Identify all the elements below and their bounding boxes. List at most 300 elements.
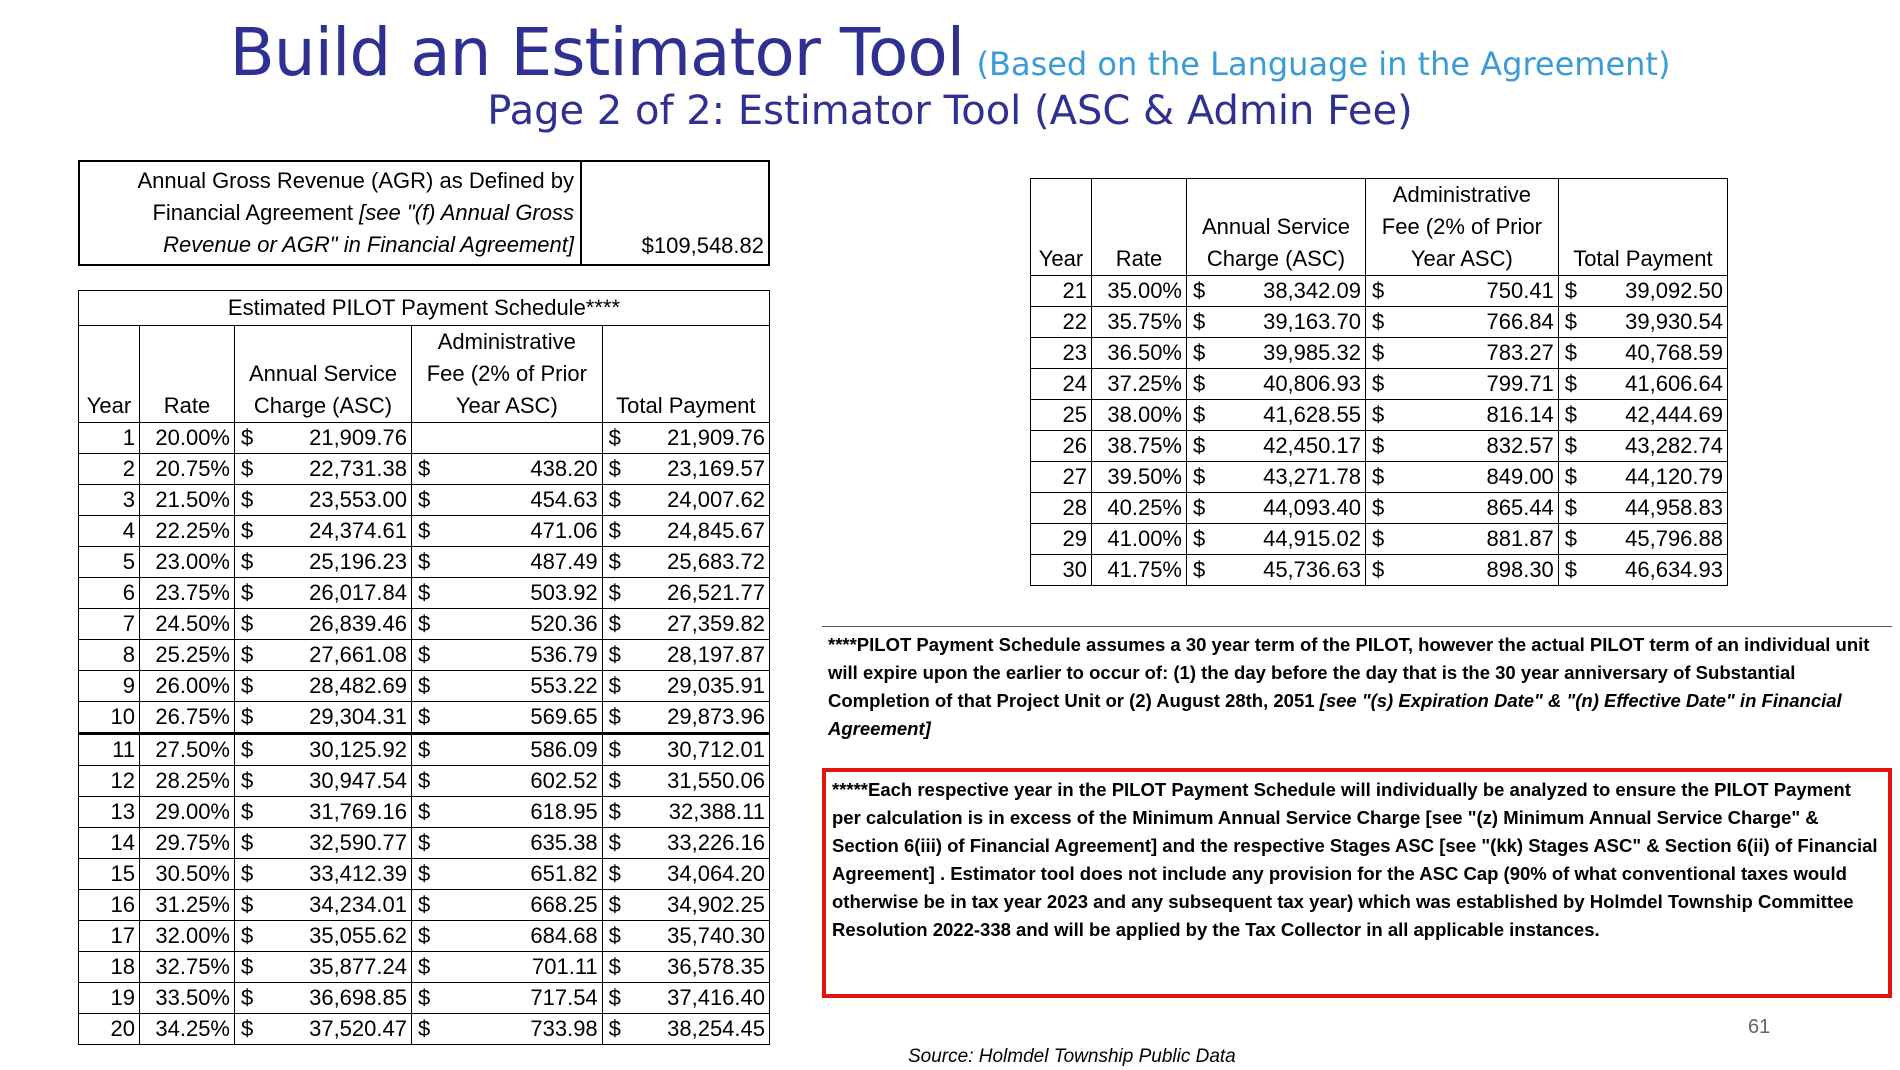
table-row: [79, 702, 770, 734]
currency-symbol: $: [417, 985, 431, 1010]
table-row: [79, 423, 770, 454]
pilot-schedule-table-left: [78, 290, 770, 1045]
currency-symbol: $: [608, 799, 621, 824]
admin-fee-cell: [1365, 493, 1558, 524]
asc-cell: [1187, 276, 1366, 307]
total-payment-cell-value: 26,521.77: [667, 580, 765, 605]
year-cell: 21: [1031, 276, 1092, 307]
asc-cell-value: 33,412.39: [309, 861, 407, 886]
asc-cell-value: 26,017.84: [309, 580, 407, 605]
rate-cell: 36.50%: [1092, 338, 1187, 369]
total-payment-cell: [602, 485, 769, 516]
total-payment-cell: [602, 640, 769, 671]
total-payment-cell-value: 46,634.93: [1625, 557, 1723, 582]
asc-cell-value: 40,806.93: [1263, 371, 1361, 396]
rate-cell: 22.25%: [140, 516, 235, 547]
currency-symbol: $: [417, 892, 431, 917]
total-payment-cell: [602, 890, 769, 921]
total-payment-cell-value: 29,035.91: [667, 673, 765, 698]
agr-table: [78, 160, 770, 266]
table-row: [1031, 555, 1728, 586]
asc-cell-value: 23,553.00: [309, 487, 407, 512]
table-row: [79, 1014, 770, 1045]
total-payment-cell: [1558, 524, 1727, 555]
asc-cell: [235, 702, 412, 734]
currency-symbol: $: [1193, 278, 1206, 303]
rate-cell: 32.75%: [140, 952, 235, 983]
currency-symbol: $: [1371, 402, 1385, 427]
asc-cell: [235, 734, 412, 766]
table-row: [1031, 462, 1728, 493]
rate-cell: 34.25%: [140, 1014, 235, 1045]
total-payment-cell-value: 37,416.40: [667, 985, 765, 1010]
total-payment-cell-value: 32,388.11: [668, 799, 765, 824]
table-row: [1031, 338, 1728, 369]
total-payment-cell: [602, 952, 769, 983]
currency-symbol: $: [241, 704, 254, 729]
admin-fee-cell: [1365, 307, 1558, 338]
total-payment-cell: [602, 423, 769, 454]
total-payment-cell-value: 41,606.64: [1625, 371, 1723, 396]
admin-fee-cell-value: 602.52: [530, 768, 598, 793]
asc-cell-value: 28,482.69: [309, 673, 407, 698]
total-payment-cell-value: 42,444.69: [1625, 402, 1723, 427]
pilot-term-note-text: ****PILOT Payment Schedule assumes a 30 year term of the PILOT, however the actual PILOT term of an individual unit will expire upon the earlier to occur of: (1) the day before the day that is the 30 year anniversary of Substantial Completion of that Project Unit or (2) August 28th, 2051: [828, 634, 1870, 711]
currency-symbol: $: [608, 954, 621, 979]
asc-cell-value: 35,877.24: [309, 954, 407, 979]
asc-cell: [1187, 307, 1366, 338]
asc-cell: [235, 516, 412, 547]
total-payment-cell-value: 24,007.62: [667, 487, 765, 512]
asc-cell-value: 36,698.85: [309, 985, 407, 1010]
table-row: [79, 609, 770, 640]
asc-cell: [1187, 400, 1366, 431]
total-payment-cell: [602, 702, 769, 734]
year-cell: 16: [79, 890, 140, 921]
asc-cell: [1187, 493, 1366, 524]
agr-label: [79, 161, 581, 265]
table-row: [79, 952, 770, 983]
total-payment-cell-value: 30,712.01: [667, 737, 765, 762]
admin-fee-cell: [411, 983, 602, 1014]
header-admin-line-3: Year ASC): [455, 393, 558, 418]
agr-label-line-2-plain: Financial Agreement: [152, 200, 360, 225]
admin-fee-cell: [411, 952, 602, 983]
rate-cell: 26.00%: [140, 671, 235, 702]
total-payment-cell: [1558, 369, 1727, 400]
asc-cell-value: 44,093.40: [1263, 495, 1361, 520]
asc-analysis-note: *****Each respective year in the PILOT Payment Schedule will individually be analyzed to ensure the PILOT Payment per calculation is in excess of the Minimum Annual Service Charge [see "(z) Minimum Annual Service Charge" & Section 6(iii) of Financial Agreement] and the respective Stages ASC [see "(kk) Stages ASC" & Section 6(ii) of Financial Agreement] . Estimator tool does not include any provision for the ASC Cap (90% of what conventional taxes would otherwise be in tax year 2023 and any subsequent tax year) which was established by Holmdel Township Committee Resolution 2022-338 and will be applied by the Tax Collector in all applicable instances.: [822, 768, 1892, 998]
year-cell: 9: [79, 671, 140, 702]
asc-cell: [235, 423, 412, 454]
year-cell: 27: [1031, 462, 1092, 493]
admin-fee-cell: [411, 547, 602, 578]
slide-title-line: [0, 14, 1900, 91]
header-total: Total Payment: [1558, 179, 1727, 276]
asc-cell-value: 41,628.55: [1263, 402, 1361, 427]
asc-cell-value: 30,125.92: [309, 737, 407, 762]
rate-cell: 23.75%: [140, 578, 235, 609]
currency-symbol: $: [241, 487, 254, 512]
slide-title: Build an Estimator Tool: [229, 14, 965, 91]
admin-fee-cell-value: 701.11: [532, 954, 598, 979]
admin-fee-cell-value: 881.87: [1486, 526, 1554, 551]
slide-subtitle: Page 2 of 2: Estimator Tool (ASC & Admin Fee): [487, 88, 1413, 134]
currency-symbol: $: [1193, 340, 1206, 365]
year-cell: 20: [79, 1014, 140, 1045]
total-payment-cell-value: 35,740.30: [667, 923, 765, 948]
admin-fee-cell: [411, 485, 602, 516]
schedule-body-left: [79, 423, 770, 1045]
agr-label-line-1: Annual Gross Revenue (AGR) as Defined by: [137, 168, 574, 193]
total-payment-cell: [602, 859, 769, 890]
currency-symbol: $: [241, 425, 254, 450]
asc-cell-value: 34,234.01: [309, 892, 407, 917]
total-payment-cell-value: 31,550.06: [667, 768, 765, 793]
admin-fee-cell: [1365, 555, 1558, 586]
schedule-header-row-right: [1031, 179, 1728, 276]
total-payment-cell: [602, 671, 769, 702]
agr-value: $109,548.82: [581, 161, 769, 265]
asc-cell-value: 26,839.46: [309, 611, 407, 636]
rate-cell: 38.75%: [1092, 431, 1187, 462]
asc-cell: [235, 952, 412, 983]
table-row: [79, 671, 770, 702]
currency-symbol: $: [1371, 278, 1385, 303]
total-payment-cell: [602, 1014, 769, 1045]
header-asc: [235, 326, 412, 423]
admin-fee-cell: [1365, 369, 1558, 400]
currency-symbol: $: [417, 954, 431, 979]
asc-cell: [235, 890, 412, 921]
admin-fee-cell: [1365, 338, 1558, 369]
year-cell: 13: [79, 797, 140, 828]
admin-fee-cell-value: 586.09: [530, 737, 598, 762]
year-cell: 11: [79, 734, 140, 766]
asc-cell-value: 39,163.70: [1263, 309, 1361, 334]
asc-cell: [1187, 338, 1366, 369]
admin-fee-cell: [1365, 431, 1558, 462]
currency-symbol: $: [608, 768, 621, 793]
schedule-body-right: [1031, 276, 1728, 586]
currency-symbol: $: [417, 737, 431, 762]
currency-symbol: $: [1564, 557, 1578, 582]
admin-fee-cell: [411, 454, 602, 485]
currency-symbol: $: [417, 456, 431, 481]
table-row: [79, 516, 770, 547]
year-cell: 29: [1031, 524, 1092, 555]
asc-cell: [235, 578, 412, 609]
rate-cell: 39.50%: [1092, 462, 1187, 493]
currency-symbol: $: [608, 985, 621, 1010]
currency-symbol: $: [608, 611, 621, 636]
asc-cell: [235, 766, 412, 797]
header-admin-line-2: Fee (2% of Prior: [1381, 214, 1542, 239]
admin-fee-cell: [1365, 400, 1558, 431]
header-asc-line-2: Charge (ASC): [1206, 246, 1346, 271]
currency-symbol: $: [608, 673, 621, 698]
admin-fee-cell: [411, 828, 602, 859]
pilot-schedule-table-right: [1030, 178, 1728, 586]
total-payment-cell-value: 23,169.57: [667, 456, 765, 481]
total-payment-cell-value: 36,578.35: [667, 954, 765, 979]
total-payment-cell-value: 25,683.72: [667, 549, 765, 574]
table-row: [79, 454, 770, 485]
asc-cell-value: 32,590.77: [309, 830, 407, 855]
currency-symbol: $: [608, 892, 621, 917]
currency-symbol: $: [1371, 340, 1385, 365]
currency-symbol: $: [417, 830, 431, 855]
total-payment-cell: [1558, 400, 1727, 431]
header-admin-line-2: Fee (2% of Prior: [426, 361, 587, 386]
agr-label-line-3: Revenue or AGR" in Financial Agreement]: [163, 232, 574, 257]
currency-symbol: $: [417, 704, 431, 729]
currency-symbol: $: [241, 456, 254, 481]
currency-symbol: $: [1193, 402, 1206, 427]
currency-symbol: $: [1193, 464, 1206, 489]
pilot-term-note-reference: [see "(s) Expiration Date" & "(n) Effective Date" in Financial Agreement]: [828, 690, 1842, 739]
total-payment-cell: [602, 828, 769, 859]
currency-symbol: $: [1371, 495, 1385, 520]
total-payment-cell: [1558, 338, 1727, 369]
admin-fee-cell: [411, 797, 602, 828]
currency-symbol: $: [241, 768, 254, 793]
header-admin-fee: [411, 326, 602, 423]
table-row: [79, 921, 770, 952]
currency-symbol: $: [241, 518, 254, 543]
asc-cell-value: 35,055.62: [309, 923, 407, 948]
asc-cell: [1187, 431, 1366, 462]
asc-cell: [235, 921, 412, 952]
total-payment-cell: [602, 734, 769, 766]
asc-cell: [235, 547, 412, 578]
source-citation: Source: Holmdel Township Public Data: [908, 1046, 1236, 1067]
currency-symbol: $: [1564, 340, 1578, 365]
currency-symbol: $: [1564, 495, 1578, 520]
admin-fee-cell: [411, 671, 602, 702]
admin-fee-cell-value: 536.79: [530, 642, 598, 667]
table-row: [1031, 307, 1728, 338]
currency-symbol: $: [417, 1016, 431, 1041]
currency-symbol: $: [1371, 557, 1385, 582]
header-asc-line-1: Annual Service: [1201, 214, 1350, 239]
header-total: Total Payment: [602, 326, 769, 423]
table-row: [79, 797, 770, 828]
admin-fee-cell-value: 816.14: [1486, 402, 1554, 427]
admin-fee-cell-value: 635.38: [530, 830, 598, 855]
asc-cell-value: 44,915.02: [1263, 526, 1361, 551]
year-cell: 22: [1031, 307, 1092, 338]
agr-label-line-2: [84, 197, 574, 229]
total-payment-cell: [602, 797, 769, 828]
currency-symbol: $: [1193, 557, 1206, 582]
total-payment-cell-value: 34,064.20: [667, 861, 765, 886]
admin-fee-cell-value: 750.41: [1486, 278, 1554, 303]
total-payment-cell-value: 45,796.88: [1625, 526, 1723, 551]
slide-title-note: (Based on the Language in the Agreement): [976, 45, 1671, 83]
currency-symbol: $: [1564, 464, 1578, 489]
header-year: Year: [79, 326, 140, 423]
admin-fee-cell: [411, 609, 602, 640]
currency-symbol: $: [1564, 309, 1578, 334]
admin-fee-cell-value: 783.27: [1486, 340, 1554, 365]
asc-cell-value: 43,271.78: [1263, 464, 1361, 489]
total-payment-cell: [602, 547, 769, 578]
year-cell: 17: [79, 921, 140, 952]
asc-cell-value: 22,731.38: [309, 456, 407, 481]
total-payment-cell: [1558, 307, 1727, 338]
total-payment-cell: [602, 921, 769, 952]
asc-cell-value: 27,661.08: [309, 642, 407, 667]
asc-cell: [235, 609, 412, 640]
currency-symbol: $: [1193, 433, 1206, 458]
rate-cell: 21.50%: [140, 485, 235, 516]
header-rate: Rate: [1092, 179, 1187, 276]
header-admin-fee: [1365, 179, 1558, 276]
schedule-caption-row: [79, 291, 770, 326]
currency-symbol: $: [241, 611, 254, 636]
year-cell: 4: [79, 516, 140, 547]
currency-symbol: $: [1371, 526, 1385, 551]
asc-cell-value: 25,196.23: [309, 549, 407, 574]
pilot-term-note: [822, 626, 1892, 750]
year-cell: 5: [79, 547, 140, 578]
admin-fee-cell-value: 438.20: [530, 456, 598, 481]
total-payment-cell: [1558, 462, 1727, 493]
year-cell: 6: [79, 578, 140, 609]
schedule-header-row: [79, 326, 770, 423]
total-payment-cell-value: 44,958.83: [1625, 495, 1723, 520]
admin-fee-cell-value: 487.49: [530, 549, 598, 574]
table-row: [79, 766, 770, 797]
total-payment-cell-value: 24,845.67: [667, 518, 765, 543]
currency-symbol: $: [241, 954, 254, 979]
asc-cell-value: 30,947.54: [309, 768, 407, 793]
table-row: [1031, 493, 1728, 524]
total-payment-cell: [602, 578, 769, 609]
table-row: [79, 547, 770, 578]
total-payment-cell-value: 44,120.79: [1625, 464, 1723, 489]
rate-cell: 29.00%: [140, 797, 235, 828]
year-cell: 24: [1031, 369, 1092, 400]
rate-cell: 31.25%: [140, 890, 235, 921]
table-row: [79, 640, 770, 671]
total-payment-cell-value: 39,092.50: [1625, 278, 1723, 303]
year-cell: 10: [79, 702, 140, 734]
currency-symbol: $: [417, 768, 431, 793]
table-row: [79, 828, 770, 859]
header-asc: [1187, 179, 1366, 276]
rate-cell: 38.00%: [1092, 400, 1187, 431]
currency-symbol: $: [608, 580, 621, 605]
asc-cell: [235, 640, 412, 671]
currency-symbol: $: [1564, 526, 1578, 551]
admin-fee-cell-value: 832.57: [1486, 433, 1554, 458]
admin-fee-cell-value: 569.65: [530, 704, 598, 729]
admin-fee-cell-value: 454.63: [530, 487, 598, 512]
total-payment-cell: [602, 609, 769, 640]
asc-cell: [1187, 369, 1366, 400]
currency-symbol: $: [1564, 402, 1578, 427]
header-asc-line-2: Charge (ASC): [253, 393, 393, 418]
page-number: 61: [1748, 1016, 1771, 1038]
total-payment-cell: [602, 454, 769, 485]
currency-symbol: $: [417, 861, 431, 886]
total-payment-cell-value: 40,768.59: [1625, 340, 1723, 365]
currency-symbol: $: [1193, 495, 1206, 520]
asc-cell-value: 42,450.17: [1263, 433, 1361, 458]
currency-symbol: $: [608, 456, 621, 481]
currency-symbol: $: [1371, 371, 1385, 396]
asc-cell: [1187, 555, 1366, 586]
currency-symbol: $: [241, 580, 254, 605]
asc-cell: [235, 454, 412, 485]
admin-fee-cell-value: 799.71: [1486, 371, 1554, 396]
admin-fee-cell: [1365, 462, 1558, 493]
currency-symbol: $: [417, 487, 431, 512]
currency-symbol: $: [241, 830, 254, 855]
currency-symbol: $: [608, 549, 621, 574]
currency-symbol: $: [608, 487, 621, 512]
currency-symbol: $: [608, 830, 621, 855]
currency-symbol: $: [608, 704, 621, 729]
total-payment-cell-value: 29,873.96: [667, 704, 765, 729]
table-row: [79, 734, 770, 766]
asc-cell: [235, 671, 412, 702]
admin-fee-cell-value: 766.84: [1486, 309, 1554, 334]
currency-symbol: $: [241, 985, 254, 1010]
currency-symbol: $: [1371, 464, 1385, 489]
currency-symbol: $: [1564, 433, 1578, 458]
currency-symbol: $: [241, 892, 254, 917]
table-row: [1031, 431, 1728, 462]
total-payment-cell: [1558, 431, 1727, 462]
asc-cell: [1187, 462, 1366, 493]
currency-symbol: $: [241, 1016, 254, 1041]
total-payment-cell-value: 38,254.45: [667, 1016, 765, 1041]
total-payment-cell: [602, 516, 769, 547]
currency-symbol: $: [1564, 371, 1578, 396]
admin-fee-cell-value: 684.68: [530, 923, 598, 948]
rate-cell: 23.00%: [140, 547, 235, 578]
total-payment-cell-value: 33,226.16: [667, 830, 765, 855]
rate-cell: 25.25%: [140, 640, 235, 671]
currency-symbol: $: [608, 425, 621, 450]
year-cell: 23: [1031, 338, 1092, 369]
rate-cell: 37.25%: [1092, 369, 1187, 400]
admin-fee-cell-value: 849.00: [1486, 464, 1554, 489]
admin-fee-cell-value: 471.06: [530, 518, 598, 543]
total-payment-cell: [1558, 555, 1727, 586]
rate-cell: 30.50%: [140, 859, 235, 890]
admin-fee-cell-value: 865.44: [1486, 495, 1554, 520]
currency-symbol: $: [417, 611, 431, 636]
admin-fee-cell: [411, 640, 602, 671]
admin-fee-cell: [1365, 524, 1558, 555]
year-cell: 2: [79, 454, 140, 485]
total-payment-cell: [602, 983, 769, 1014]
currency-symbol: $: [241, 799, 254, 824]
total-payment-cell-value: 34,902.25: [667, 892, 765, 917]
admin-fee-cell-value: 651.82: [530, 861, 598, 886]
admin-fee-cell-value: 668.25: [530, 892, 598, 917]
table-row: [1031, 369, 1728, 400]
admin-fee-cell: [411, 578, 602, 609]
asc-cell-value: 37,520.47: [309, 1016, 407, 1041]
header-asc-line-1: Annual Service: [248, 361, 397, 386]
total-payment-cell: [1558, 493, 1727, 524]
currency-symbol: $: [417, 642, 431, 667]
